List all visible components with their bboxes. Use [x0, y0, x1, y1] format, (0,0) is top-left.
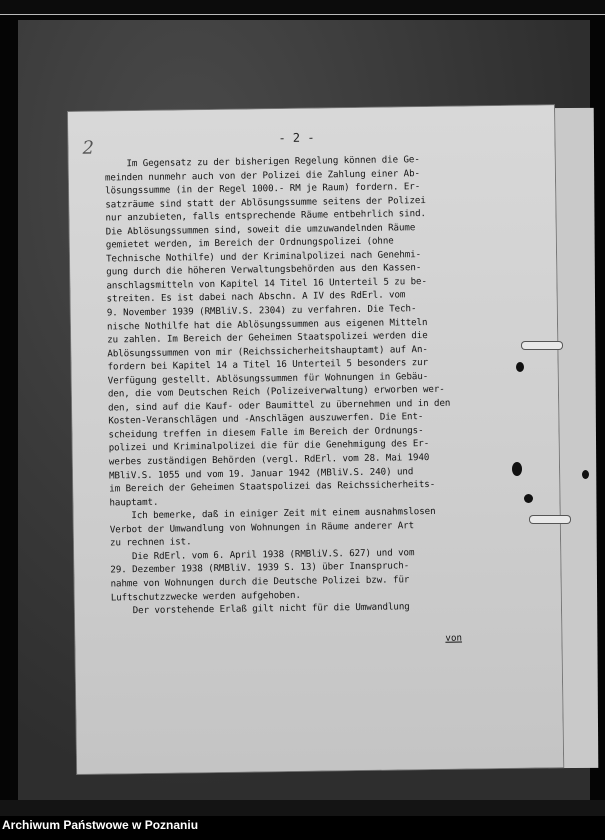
document-line: Verbot der Umwandlung von Wohnungen in Räume anderer Art — [109, 519, 415, 536]
document-line: Luftschutzzwecke werden aufgehoben. — [110, 589, 301, 603]
document-line: 29. Dezember 1938 (RMBliV. 1939 S. 13) über Inanspruch- — [110, 560, 410, 576]
document-line: im Bereich der Geheimen Staatspolizei das Reichssicherheits- — [109, 479, 436, 495]
document-line: nur anzubieten, falls entsprechende Räume entbehrlich sind. — [105, 208, 426, 224]
document-line: Die Ablösungssummen sind, soweit die umzuwandelnden Räume — [105, 221, 416, 238]
document-line: polizei und Kriminalpolizei die für die Genehmigung des Er- — [108, 438, 430, 454]
binder-clip-bottom — [530, 516, 570, 523]
document-line: den, sind auf die Kauf- oder Baumittel zu übernehmen und in den — [108, 397, 451, 414]
document-line: Technische Nothilfe) und der Kriminalpolizei nach Genehmi- — [105, 248, 422, 265]
catchword: von — [445, 632, 463, 644]
film-top-edge — [0, 0, 605, 15]
document-line: Ablösungssummen von mir (Reichssicherheitshauptamt) auf An- — [107, 343, 428, 360]
document-line: werbes zuständigen Behörden (vergl. RdErl. vom 28. Mai 1940 — [108, 452, 430, 468]
document-line: streiten. Es ist dabei nach Abschn. A IV des RdErl. vom — [106, 289, 406, 305]
document-body — [105, 151, 551, 618]
archive-name-label: Archiwum Państwowe w Poznaniu — [2, 818, 199, 832]
document-line: Der vorstehende Erlaß gilt nicht für die Umwandlung — [110, 601, 410, 617]
document-line: MBliV.S. 1055 und vom 19. Januar 1942 (MBliV.S. 240) und — [109, 465, 414, 482]
document-line: gemietet werden, im Bereich der Ordnungspolizei (ohne — [105, 235, 394, 251]
ink-stain — [524, 494, 533, 503]
document-line: den, die vom Deutschen Reich (Polizeiverwaltung) erworben wer- — [107, 384, 445, 400]
document-line: Verfügung gestellt. Ablösungssummen für Wohnungen in Gebäu- — [107, 370, 429, 387]
document-line: anschlagsmitteln von Kapitel 14 Titel 16 Unterteil 5 zu be- — [106, 275, 427, 292]
document-line: nische Nothilfe hat die Ablösungssummen aus eigenen Mitteln — [106, 316, 428, 333]
document-page — [68, 105, 563, 774]
document-line: Im Gegensatz zu der bisherigen Regelung können die Ge- — [104, 154, 420, 170]
document-line: satzräume sind statt der Ablösungssumme seitens der Polizei — [105, 194, 426, 211]
handwritten-page-number: 2 — [82, 137, 95, 159]
document-line: hauptamt. — [109, 496, 159, 509]
page-header: - 2 - — [278, 130, 315, 146]
ink-stain — [516, 362, 524, 372]
film-bottom-edge — [0, 800, 605, 816]
document-line: Die RdErl. vom 6. April 1938 (RMBliV.S. 627) und vom — [110, 547, 415, 563]
ink-stain — [582, 470, 589, 479]
document-line: fordern bei Kapitel 14 a Titel 16 Unterteil 5 besonders zur — [107, 357, 429, 373]
document-line: nahme von Wohnungen durch die Deutsche Polizei bzw. für — [110, 574, 410, 590]
document-line: lösungssumme (in der Regel 1000.- RM je Raum) fordern. Er- — [105, 181, 421, 197]
document-line: gung durch die höheren Verwaltungsbehörden aus den Kassen- — [106, 262, 422, 278]
document-line: zu zahlen. Im Bereich der Geheimen Staatspolizei werden die — [107, 330, 428, 346]
document-line: scheidung treffen in diesem Falle im Bereich der Ordnungs- — [108, 425, 424, 441]
ink-stain — [512, 462, 522, 476]
document-line: 9. November 1939 (RMBliV.S. 2304) zu verfahren. Die Tech- — [106, 303, 417, 319]
document-line: zu rechnen ist. — [109, 536, 192, 549]
document-line: Ich bemerke, daß in einiger Zeit mit einem ausnahmslosen — [109, 506, 436, 522]
document-line: meinden nunmehr auch von der Polizei die Zahlung einer Ab- — [104, 167, 420, 184]
binder-clip-top — [522, 342, 562, 349]
document-line: Kosten-Veranschlägen und -Anschlägen auszuwerfen. Die Ent- — [108, 411, 424, 427]
